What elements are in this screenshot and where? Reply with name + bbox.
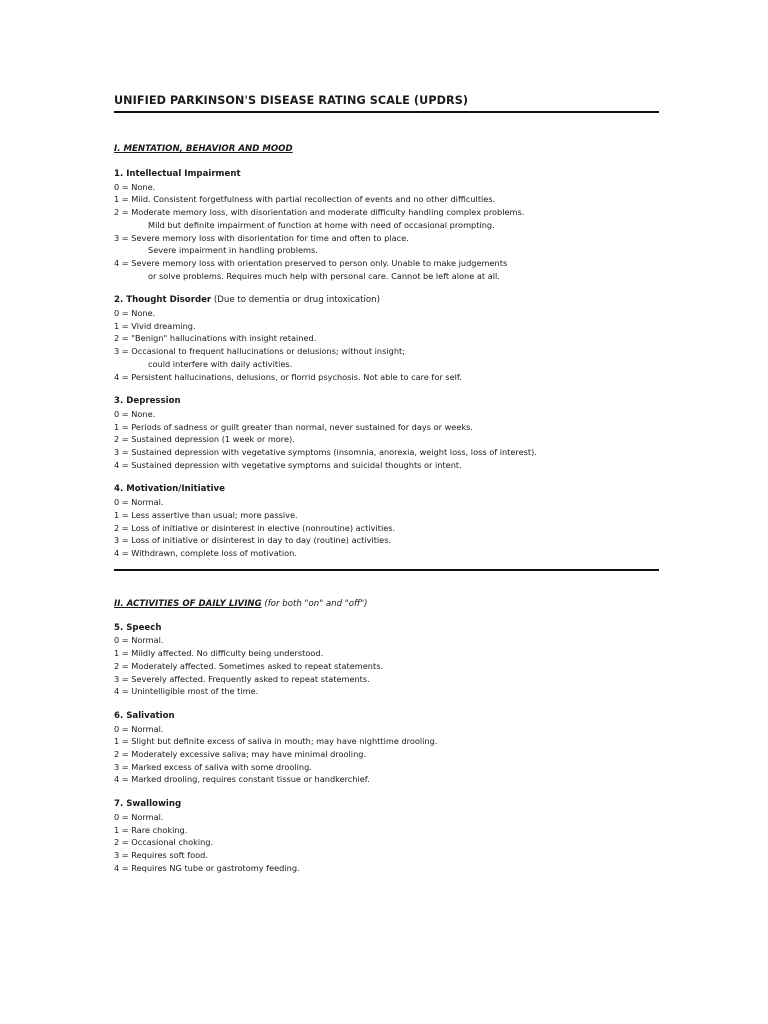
document-title: UNIFIED PARKINSON'S DISEASE RATING SCALE (UPDRS)	[114, 94, 469, 107]
score-line: 2 = Moderate memory loss, with disorientation and moderate difficulty handling complex problems.	[114, 207, 525, 218]
score-line: 1 = Mildly affected. No difficulty being understood.	[114, 648, 324, 659]
section-mentation	[114, 143, 659, 560]
score-line: 2 = "Benign" hallucinations with insight retained.	[114, 333, 317, 344]
score-line: 4 = Severe memory loss with orientation preserved to person only. Unable to make judgements	[114, 257, 508, 268]
title-rule	[114, 111, 659, 113]
item-thought-disorder	[114, 294, 659, 383]
score-line-continuation: or solve problems. Requires much help with personal care. Cannot be left alone at all.	[148, 270, 500, 281]
score-line-continuation: Severe impairment in handling problems.	[148, 245, 318, 256]
score-line: 2 = Moderately excessive saliva; may have minimal drooling.	[114, 749, 367, 760]
score-line: 3 = Requires soft food.	[114, 849, 208, 860]
section-divider-rule	[114, 569, 659, 571]
item-title: 3. Depression	[114, 396, 181, 407]
item-intellectual-impairment	[114, 168, 659, 282]
score-line: 4 = Requires NG tube or gastrotomy feeding.	[114, 862, 300, 873]
score-line: 3 = Severely affected. Frequently asked to repeat statements.	[114, 673, 370, 684]
score-line: 0 = None.	[114, 408, 156, 419]
score-line-continuation: Mild but definite impairment of function at home with need of occasional prompting.	[148, 219, 495, 230]
item-title: 5. Speech	[114, 622, 162, 633]
section-activities-daily-living	[114, 598, 659, 875]
score-line: 4 = Sustained depression with vegetative symptoms and suicidal thoughts or intent.	[114, 459, 462, 470]
score-line: 3 = Sustained depression with vegetative symptoms (insomnia, anorexia, weight loss, loss of interest).	[114, 447, 537, 458]
item-title: 7. Swallowing	[114, 799, 182, 810]
score-line: 4 = Marked drooling, requires constant tissue or handkerchief.	[114, 774, 370, 785]
score-line: 1 = Rare choking.	[114, 824, 188, 835]
document-page	[114, 94, 659, 874]
score-line: 2 = Sustained depression (1 week or more).	[114, 434, 295, 445]
score-line: 0 = Normal.	[114, 811, 164, 822]
score-line: 3 = Occasional to frequent hallucinations or delusions; without insight;	[114, 346, 405, 357]
score-line: 1 = Periods of sadness or guilt greater than normal, never sustained for days or weeks.	[114, 421, 473, 432]
score-line: 3 = Severe memory loss with disorientation for time and often to place.	[114, 232, 409, 243]
score-line: 1 = Vivid dreaming.	[114, 320, 196, 331]
score-line: 0 = None.	[114, 181, 156, 192]
item-title: 1. Intellectual Impairment	[114, 169, 241, 179]
score-line: 1 = Slight but definite excess of saliva in mouth; may have nighttime drooling.	[114, 736, 438, 747]
item-swallowing	[114, 798, 659, 874]
item-depression	[114, 395, 659, 471]
score-line: 1 = Mild. Consistent forgetfulness with partial recollection of events and no other difficulties.	[114, 194, 496, 205]
item-title: 4. Motivation/Initiative	[114, 484, 225, 495]
score-line: 3 = Marked excess of saliva with some drooling.	[114, 761, 312, 772]
score-line: 2 = Moderately affected. Sometimes asked to repeat statements.	[114, 660, 384, 671]
score-line: 4 = Persistent hallucinations, delusions, or florrid psychosis. Not able to care for self.	[114, 371, 462, 382]
score-line: 1 = Less assertive than usual; more passive.	[114, 509, 298, 520]
score-line: 0 = Normal.	[114, 635, 164, 646]
item-salivation	[114, 710, 659, 786]
score-line: 2 = Occasional choking.	[114, 837, 214, 848]
score-line: 0 = None.	[114, 308, 156, 319]
score-line: 4 = Unintelligible most of the time.	[114, 686, 259, 697]
item-speech	[114, 622, 659, 698]
item-motivation-initiative	[114, 483, 659, 559]
item-title: 6. Salivation	[114, 710, 175, 721]
score-line: 4 = Withdrawn, complete loss of motivation.	[114, 547, 297, 558]
section-heading: I. MENTATION, BEHAVIOR AND MOOD	[114, 144, 293, 154]
section-heading: II. ACTIVITIES OF DAILY LIVING (for both "on" and "off")	[114, 598, 368, 609]
score-line: 0 = Normal.	[114, 723, 164, 734]
item-title: 2. Thought Disorder (Due to dementia or drug intoxication)	[114, 295, 380, 306]
score-line-continuation: could interfere with daily activities.	[148, 358, 293, 369]
score-line: 2 = Loss of initiative or disinterest in elective (nonroutine) activities.	[114, 522, 396, 533]
score-line: 3 = Loss of initiative or disinterest in day to day (routine) activities.	[114, 535, 392, 546]
score-line: 0 = Normal.	[114, 497, 164, 508]
